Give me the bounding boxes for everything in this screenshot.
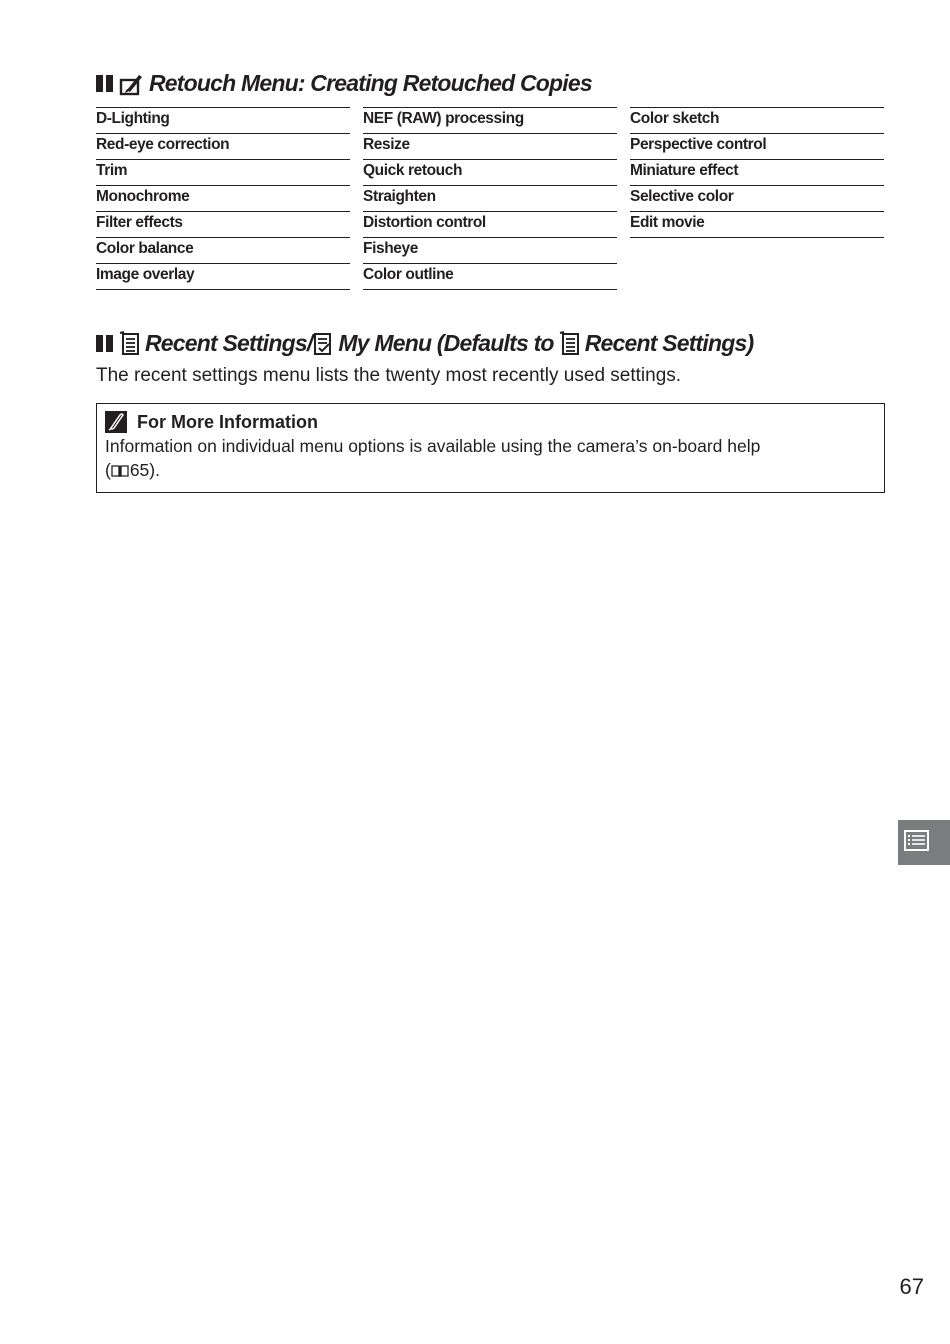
menu-column-1 <box>96 107 350 290</box>
menu-item: Image overlay <box>96 264 350 290</box>
pencil-note-icon <box>105 411 127 433</box>
recent-settings-icon <box>559 331 581 357</box>
menu-item: Distortion control <box>363 212 617 238</box>
menu-item: Perspective control <box>630 134 884 160</box>
section-marker-icon <box>96 335 113 352</box>
menu-column-2 <box>363 107 617 290</box>
menu-column-3 <box>630 107 884 238</box>
recent-settings-default-title: Recent Settings) <box>584 330 754 356</box>
retouch-menu-heading <box>96 70 592 97</box>
menu-item: Fisheye <box>363 238 617 264</box>
menu-item: Straighten <box>363 186 617 212</box>
recent-settings-description: The recent settings menu lists the twenty most recently used settings. <box>96 365 682 386</box>
menu-item: Selective color <box>630 186 884 212</box>
menu-item: Color sketch <box>630 108 884 134</box>
retouch-menu-title: Retouch Menu: Creating Retouched Copies <box>149 70 592 96</box>
menu-item: D-Lighting <box>96 108 350 134</box>
note-ref-page[interactable]: 65). <box>129 460 160 480</box>
menu-item: Filter effects <box>96 212 350 238</box>
note-ref-open: ( <box>105 460 111 480</box>
menu-item: Resize <box>363 134 617 160</box>
page-number: 67 <box>899 1274 924 1299</box>
note-header <box>105 410 318 434</box>
note-body <box>105 434 875 484</box>
menu-item: Red-eye correction <box>96 134 350 160</box>
recent-settings-title: Recent Settings/ <box>145 330 313 356</box>
menu-list-icon <box>904 829 930 853</box>
my-menu-icon <box>312 331 334 357</box>
note-title: For More Information <box>137 412 318 432</box>
my-menu-title: My Menu (Defaults to <box>338 330 554 356</box>
menu-item: Miniature effect <box>630 160 884 186</box>
menu-item: NEF (RAW) processing <box>363 108 617 134</box>
more-information-note <box>96 403 885 493</box>
recent-settings-heading <box>96 330 753 357</box>
retouch-brush-icon <box>119 71 145 97</box>
menu-item: Trim <box>96 160 350 186</box>
menu-item: Color balance <box>96 238 350 264</box>
section-marker-icon <box>96 75 113 92</box>
book-reference-icon <box>111 460 129 484</box>
menu-item: Monochrome <box>96 186 350 212</box>
recent-settings-icon <box>119 331 141 357</box>
note-text: Information on individual menu options is available using the camera’s on-board help <box>105 436 761 456</box>
menu-item: Quick retouch <box>363 160 617 186</box>
menu-item: Edit movie <box>630 212 884 238</box>
chapter-side-tab[interactable] <box>898 820 950 865</box>
menu-item: Color outline <box>363 264 617 290</box>
